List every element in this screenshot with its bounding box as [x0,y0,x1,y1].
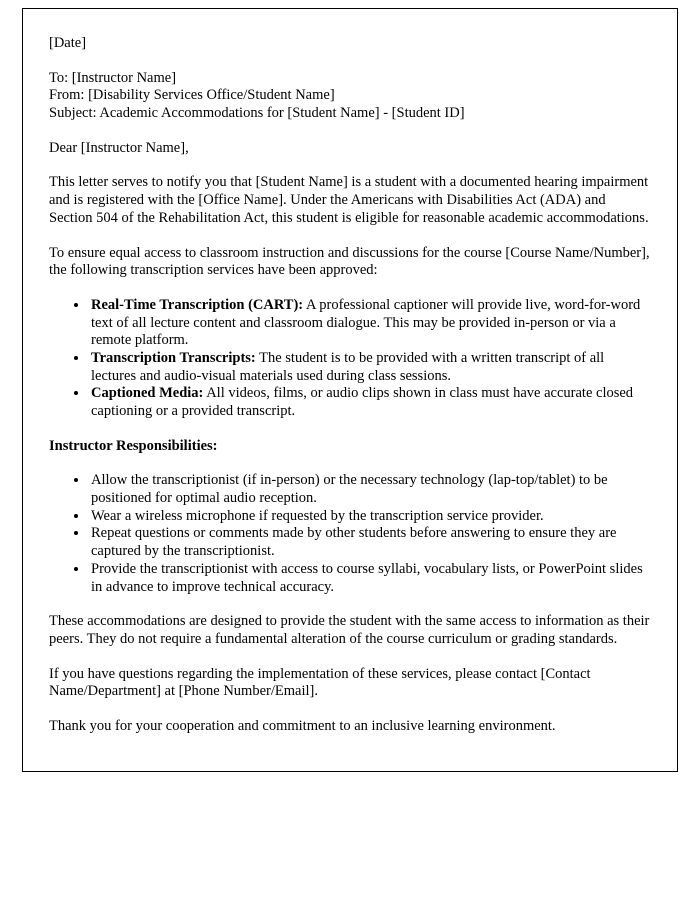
contact-paragraph: If you have questions regarding the implementation of these services, please contact [Contact Name/Department] at [Phone Number/Email]. [49,665,591,700]
service-text: A professional captioner will provide live, word-for-word text of all lecture content and classroom dialogue. This may be provided in-person or via a remote platform. [91,296,641,349]
design-paragraph: These accommodations are designed to provide the student with the same access to information as their peers. They do not require a fundamental alteration of the course curriculum or grading standards. [49,613,650,647]
responsibility-item: • Wear a wireless microphone if requested by the transcription service provider. [89,508,651,526]
responsibilities-list [49,472,651,596]
service-item [89,350,651,385]
letter-page [22,8,678,772]
thanks-paragraph: Thank you for your cooperation and commitment to an inclusive learning environment. [49,717,556,734]
from-line: From: [Disability Services Office/Student Name] [49,87,335,104]
letter-header-block [49,70,651,123]
service-item [89,297,651,350]
responsibility-item: • Repeat questions or comments made by other students before answering to ensure they are captured by the transcriptionist. [89,525,651,560]
subject-line: Subject: Academic Accommodations for [Student Name] - [Student ID] [49,105,465,122]
services-intro-paragraph: To ensure equal access to classroom instruction and discussions for the course [Course Name/Number], the following transcription services have been approved: [49,244,650,279]
service-text: The student is to be provided with a written transcript of all lectures and audio-visual materials used during class sessions. [91,349,605,384]
responsibilities-heading: Instructor Responsibilities: [49,437,218,454]
date-line: [Date] [49,35,87,51]
service-label: Transcription Transcripts: [91,349,256,366]
responsibility-item: • Allow the transcriptionist (if in-person) or the necessary technology (lap-top/tablet) to be positioned for optimal audio reception. [89,472,651,507]
intro-paragraph: This letter serves to notify you that [Student Name] is a student with a documented hearing impairment and is registered with the [Office Name]. Under the Americans with Disabilities Act (ADA) and Section 504 of the Rehabilitation Act, this student is eligible for reasonable academic accommodations. [49,174,649,226]
responsibility-item: • Provide the transcriptionist with access to course syllabi, vocabulary lists, or PowerPoint slides in advance to improve technical accuracy. [89,561,651,596]
salutation: Dear [Instructor Name], [49,139,189,156]
services-list [49,297,651,421]
recipient-line: To: [Instructor Name] [49,69,177,86]
service-label: Captioned Media: [91,385,204,402]
service-text: All videos, films, or audio clips shown in class must have accurate closed captioning or a provided transcript. [91,385,634,419]
service-label: Real-Time Transcription (CART): [91,296,304,313]
service-item [89,385,651,420]
